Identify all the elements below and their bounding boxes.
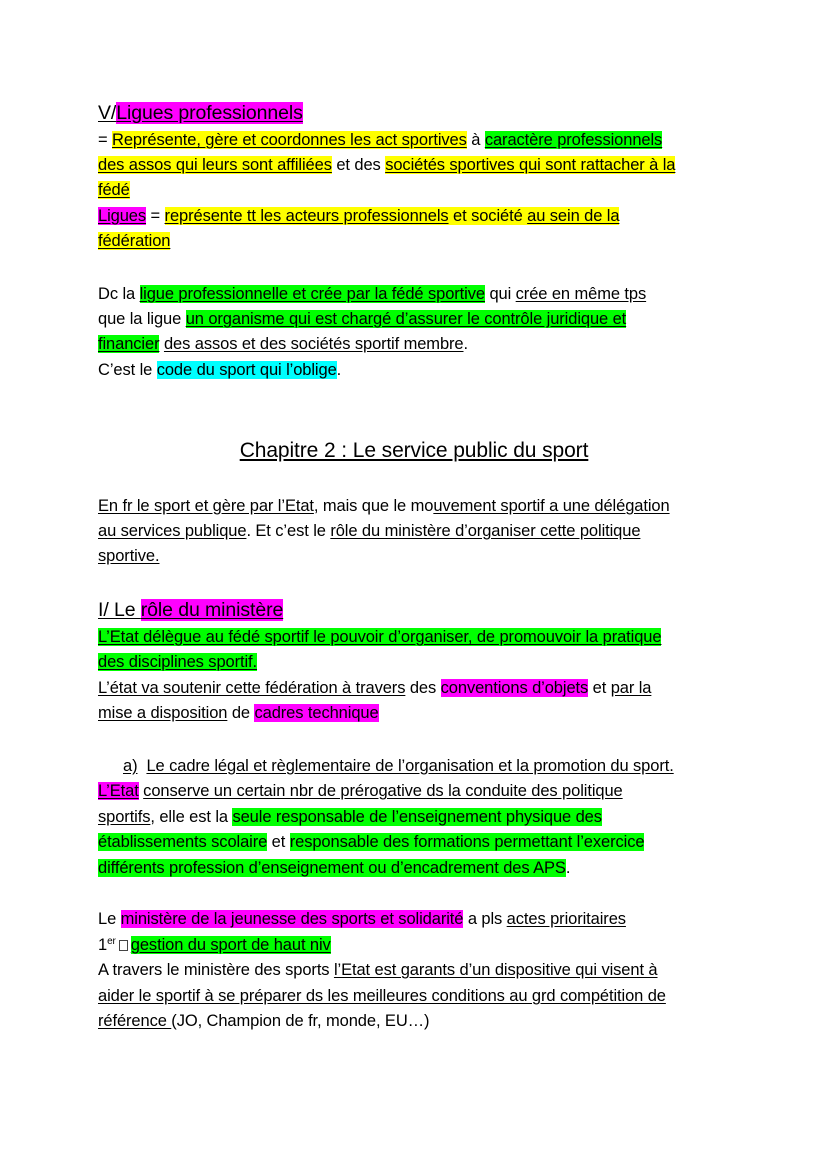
text-line: 1er gestion du sport de haut niv: [98, 936, 331, 954]
text-line: Le ministère de la jeunesse des sports et solidarité a pls actes prioritaires: [98, 910, 626, 928]
text-line: sportive.: [98, 547, 160, 565]
text-line: L’Etat délègue au fédé sportif le pouvoir d’organiser, de promouvoir la pratique: [98, 628, 662, 646]
section-1-title: rôle du ministère: [140, 599, 284, 621]
subsection-a-heading: a) Le cadre légal et règlementaire de l’organisation et la promotion du sport.: [123, 757, 674, 775]
text-line: fédé: [98, 181, 130, 199]
section-1-heading: I/ Le rôle du ministère: [98, 599, 284, 621]
text-line: des disciplines sportif.: [98, 653, 258, 671]
text-line: établissements scolaire et responsable des formations permettant l’exercice: [98, 833, 645, 851]
text-line: Ligues = représente tt les acteurs professionnels et société au sein de la: [98, 207, 620, 225]
text-line: mise a disposition de cadres technique: [98, 704, 379, 722]
text-line: A travers le ministère des sports l’Etat est garants d’un dispositive qui visent à: [98, 961, 658, 979]
text-line: au services publique. Et c’est le rôle du ministère d’organiser cette politique: [98, 522, 641, 540]
text-line: que la ligue un organisme qui est chargé d’assurer le contrôle juridique et: [98, 310, 627, 328]
text-line: fédération: [98, 232, 171, 250]
text-line: sportifs, elle est la seule responsable de l’enseignement physique des: [98, 808, 602, 826]
text-line: En fr le sport et gère par l’Etat, mais que le mouvement sportif a une délégation: [98, 497, 670, 515]
text-line: différents profession d’enseignement ou d’encadrement des APS.: [98, 859, 571, 877]
section-5-title: Ligues professionnels: [116, 102, 303, 124]
text-line: C’est le code du sport qui l’oblige.: [98, 361, 342, 379]
text-line: = Représente, gère et coordonnes les act sportives à caractère professionnels: [98, 131, 663, 149]
text-line: financier des assos et des sociétés sportif membre.: [98, 335, 468, 353]
text-line: des assos qui leurs sont affiliées et des sociétés sportives qui sont rattacher à la: [98, 156, 676, 174]
missing-glyph-icon: [119, 940, 128, 951]
chapter-title: Chapitre 2 : Le service public du sport: [239, 439, 589, 462]
text-line: L’état va soutenir cette fédération à travers des conventions d’objets et par la: [98, 679, 652, 697]
text-line: référence (JO, Champion de fr, monde, EU…): [98, 1012, 430, 1030]
section-5-heading: V/Ligues professionnels: [98, 102, 303, 124]
text-line: Dc la ligue professionnelle et crée par la fédé sportive qui crée en même tps: [98, 285, 647, 303]
text-line: aider le sportif à se préparer ds les meilleures conditions au grd compétition de: [98, 987, 666, 1005]
text-line: L’Etat conserve un certain nbr de prérogative ds la conduite des politique: [98, 782, 623, 800]
